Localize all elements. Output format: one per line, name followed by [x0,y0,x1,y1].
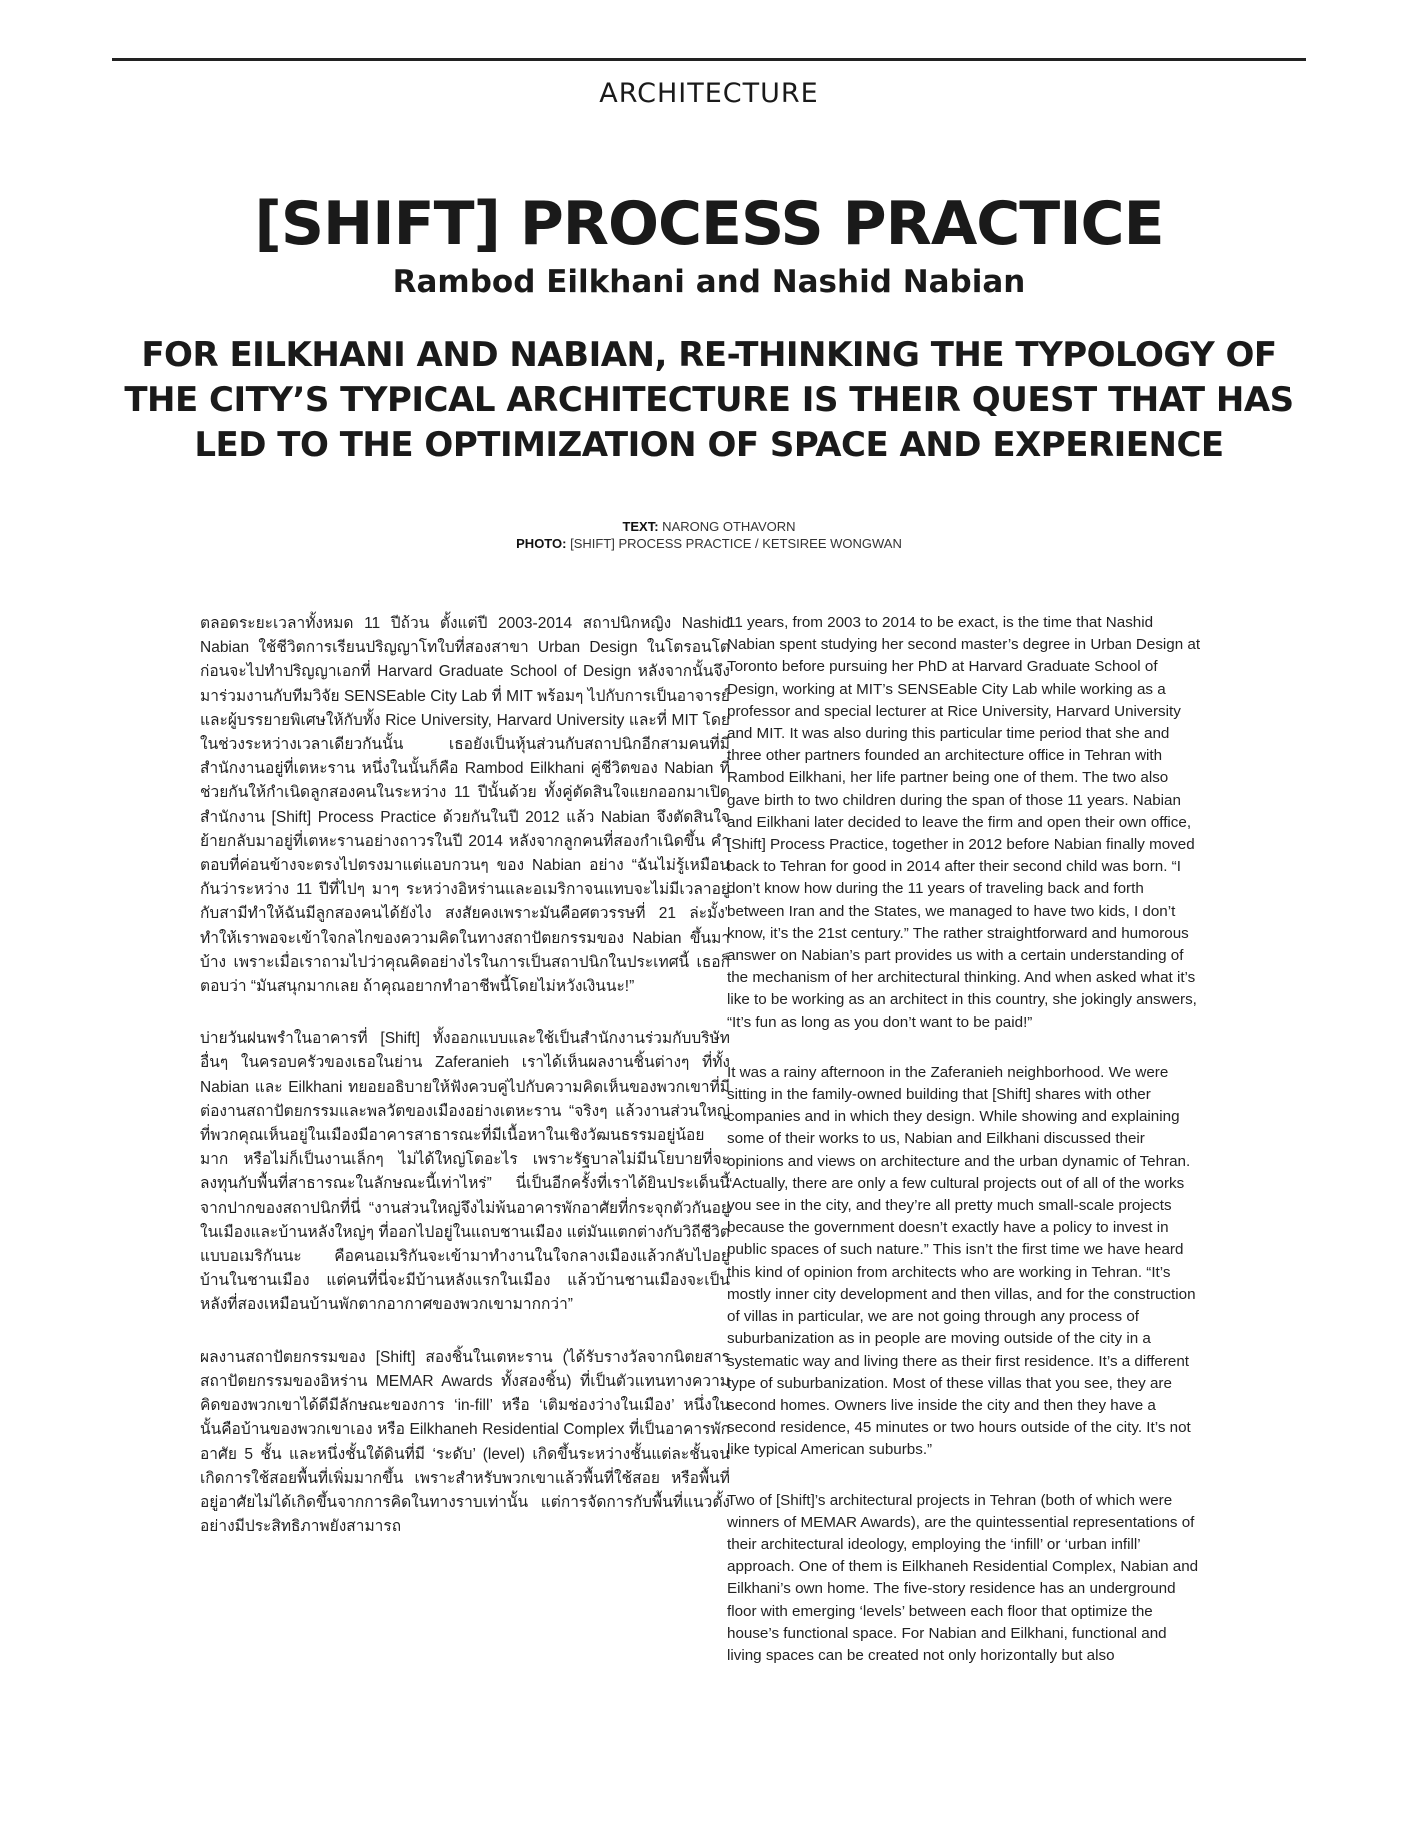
thai-paragraph: ผลงานสถาปัตยกรรมของ [Shift] สองชิ้นในเตหะราน (ได้รับรางวัลจากนิตยสารสถาปัตยกรรมของอิหร่าน MEMAR Awards ทั้งสองชิ้น) ที่เป็นตัวแทนทางความคิดของพวกเขาได้ดีมีลักษณะของการ ‘in-fill’ หรือ ‘เติมช่องว่างในเมือง’ หนึ่งในนั้นคือบ้านของพวกเขาเอง หรือ Eilkhaneh Residential Complex ที่เป็นอาคารพักอาศัย 5 ชั้น และหนึ่งชั้นใต้ดินที่มี ‘ระดับ’ (level) เกิดขึ้นระหว่างชั้นแต่ละชั้นจนเกิดการใช้สอยพื้นที่เพิ่มมากขึ้น เพราะสำหรับพวกเขาแล้วพื้นที่ใช้สอย หรือพื้นที่อยู่อาศัยไม่ได้เกิดขึ้นจากการคิดในทางราบเท่านั้น แต่การจัดการกับพื้นที่แนวตั้งอย่างมีประสิทธิภาพยังสามารถ [200,1348,730,1536]
photo-credit [0,535,1418,552]
text-credit-label: TEXT: [622,519,659,534]
thai-paragraph: บ่ายวันฝนพรำในอาคารที่ [Shift] ทั้งออกแบบและใช้เป็นสำนักงานร่วมกับบริษัทอื่นๆ ในครอบครัวของเธอในย่าน Zaferanieh เราได้เห็นผลงานชิ้นต่างๆ ที่ทั้ง Nabian และ Eilkhani ทยอยอธิบายให้ฟังควบคู่ไปกับความคิดเห็นของพวกเขาที่มีต่องานสถาปัตยกรรมและพลวัตของเมืองอย่างเตหะราน “จริงๆ แล้วงานส่วนใหญ่ที่พวกคุณเห็นอยู่ในเมืองมีอาคารสาธารณะที่มีเนื้อหาในเชิงวัฒนธรรมอยู่น้อยมาก หรือไม่ก็เป็นงานเล็กๆ ไม่ได้ใหญ่โตอะไร เพราะรัฐบาลไม่มีนโยบายที่จะลงทุนกับพื้นที่สาธารณะในลักษณะนี้เท่าไหร่” นี่เป็นอีกครั้งที่เราได้ยินประเด็นนี้จากปากของสถาปนิกที่นี่ “งานส่วนใหญ่จึงไม่พ้นอาคารพักอาศัยที่กระจุกตัวกันอยู่ในเมืองและบ้านหลังใหญ่ๆ ที่ออกไปอยู่ในแถบชานเมือง แต่มันแตกต่างกับวิถีชีวิตแบบอเมริกันนะ คือคนอเมริกันจะเข้ามาทำงานในใจกลางเมืองแล้วกลับไปอยู่บ้านในชานเมือง แต่คนที่นี่จะมีบ้านหลังแรกในเมือง แล้วบ้านชานเมืองจะเป็นหลังที่สองเหมือนบ้านพักตากอากาศของพวกเขามากกว่า” [200,1030,730,1314]
credits [0,518,1418,552]
text-credit [0,518,1418,535]
english-paragraph: Two of [Shift]’s architectural projects in Tehran (both of which were winners of MEMAR Awards), are the quintessential representations of their architectural ideology, employing the ‘infill’ or ‘urban infill’ approach. One of them is Eilkhaneh Residential Complex, Nabian and Eilkhani’s own home. The five-story residence has an underground floor with emerging ‘levels’ between each floor that optimize the house’s functional space. For Nabian and Eilkhani, functional and living spaces can be created not only horizontally but also [727,1491,1199,1664]
article-title: [SHIFT] PROCESS PRACTICE [254,189,1164,259]
english-column [727,612,1205,1695]
photo-credit-label: PHOTO: [516,536,567,551]
thai-paragraph: ตลอดระยะเวลาทั้งหมด 11 ปีถ้วน ตั้งแต่ปี 2003-2014 สถาปนิกหญิง Nashid Nabian ใช้ชีวิตการเรียนปริญญาโทใบที่สองสาขา Urban Design ในโตรอนโต ก่อนจะไปทำปริญญาเอกที่ Harvard Graduate School of Design หลังจากนั้นจึงมาร่วมงานกับทีมวิจัย SENSEable City Lab ที่ MIT พร้อมๆ ไปกับการเป็นอาจารย์และผู้บรรยายพิเศษให้กับทั้ง Rice University, Harvard University และที่ MIT โดยในช่วงระหว่างเวลาเดียวกันนั้น เธอยังเป็นหุ้นส่วนกับสถาปนิกอีกสามคนที่มีสำนักงานอยู่ที่เตหะราน หนึ่งในนั้นก็คือ Rambod Eilkhani คู่ชีวิตของ Nabian ที่ช่วยกันให้กำเนิดลูกสองคนในระหว่าง 11 ปีนั้นด้วย ทั้งคู่ตัดสินใจแยกออกมาเปิดสำนักงาน [Shift] Process Practice ด้วยกันในปี 2012 แล้ว Nabian จึงตัดสินใจย้ายกลับมาอยู่ที่เตหะรานอย่างถาวรในปี 2014 หลังจากลูกคนที่สองกำเนิดขึ้น คำตอบที่ค่อนข้างจะตรงไปตรงมาแต่แอบกวนๆ ของ Nabian อย่าง “ฉันไม่รู้เหมือนกันว่าระหว่าง 11 ปีที่ไปๆ มาๆ ระหว่างอิหร่านและอเมริกาจนแทบจะไม่มีเวลาอยู่กับสามีทำให้ฉันมีลูกสองคนได้ยังไง สงสัยคงเพราะมันคือศตวรรษที่ 21 ล่ะมั้ง” ทำให้เราพอจะเข้าใจกลไกของความคิดในทางสถาปัตยกรรมของ Nabian ขึ้นมาบ้าง เพราะเมื่อเราถามไปว่าคุณคิดอย่างไรในการเป็นสถาปนิกในประเทศนี้ เธอก็ตอบว่า “มันสนุกมากเลย ถ้าคุณอยากทำอาชีพนี้โดยไม่หวังเงินนะ!” [200,615,730,996]
article-deck: FOR EILKHANI AND NABIAN, RE-THINKING THE TYPOLOGY OF THE CITY’S TYPICAL ARCHITECTURE IS THEIR QUEST THAT HAS LED TO THE OPTIMIZATION OF SPACE AND EXPERIENCE [124,335,1294,465]
text-credit-value: NARONG OTHAVORN [658,519,796,534]
english-paragraph: 11 years, from 2003 to 2014 to be exact, is the time that Nashid Nabian spent studying her second master’s degree in Urban Design at Toronto before pursuing her PhD at Harvard Graduate School of Design, working at MIT’s SENSEable City Lab while working as a professor and special lecturer at Rice University, Harvard University and MIT. It was also during this particular time period that she and three other partners founded an architecture office in Tehran with Rambod Eilkhani, her life partner being one of them. The two also gave birth to two children during the span of those 11 years. Nabian and Eilkhani later decided to leave the firm and open their own office, [Shift] Process Practice, together in 2012 before Nabian finally moved back to Tehran for good in 2014 after their second child was born. “I don’t know how during the 11 years of traveling back and forth between Iran and the States, we managed to have two kids, I don’t know, it’s the 21st century.” The rather straightforward and humorous answer on Nabian’s part provides us with a certain understanding of the mechanism of her architectural thinking. And when asked what it’s like to be working as an architect in this country, she jokingly answers, “It’s fun as long as you don’t want to be paid!” [727,614,1201,1031]
top-rule [112,58,1306,61]
section-label: ARCHITECTURE [599,78,819,109]
thai-column [200,612,730,1567]
english-paragraph: It was a rainy afternoon in the Zaferanieh neighborhood. We were sitting in the family-owned building that [Shift] shares with other companies and in which they design. While showing and explaining some of their works to us, Nabian and Eilkhani discussed their opinions and views on architecture and the urban dynamic of Tehran. “Actually, there are only a few cultural projects out of all of the works you see in the city, and they’re all pretty much small-scale projects because the government doesn’t exactly have a policy to invest in public spaces of such nature.” This isn’t the first time we have heard this kind of opinion from architects who are working in Tehran. “It’s mostly inner city development and then villas, and for the construction of villas in particular, we are not going through any process of suburbanization as in people are moving outside of the city in a systematic way and living there as their first residence. It’s a different type of suburbanization. Most of these villas that you see, they are second homes. Owners live inside the city and then they have a second residence, 45 minutes or two hours outside of the city. It’s not like typical American suburbs.” [727,1063,1196,1459]
photo-credit-value: [SHIFT] PROCESS PRACTICE / KETSIREE WONGWAN [566,536,902,551]
article-subtitle: Rambod Eilkhani and Nashid Nabian [392,264,1026,300]
